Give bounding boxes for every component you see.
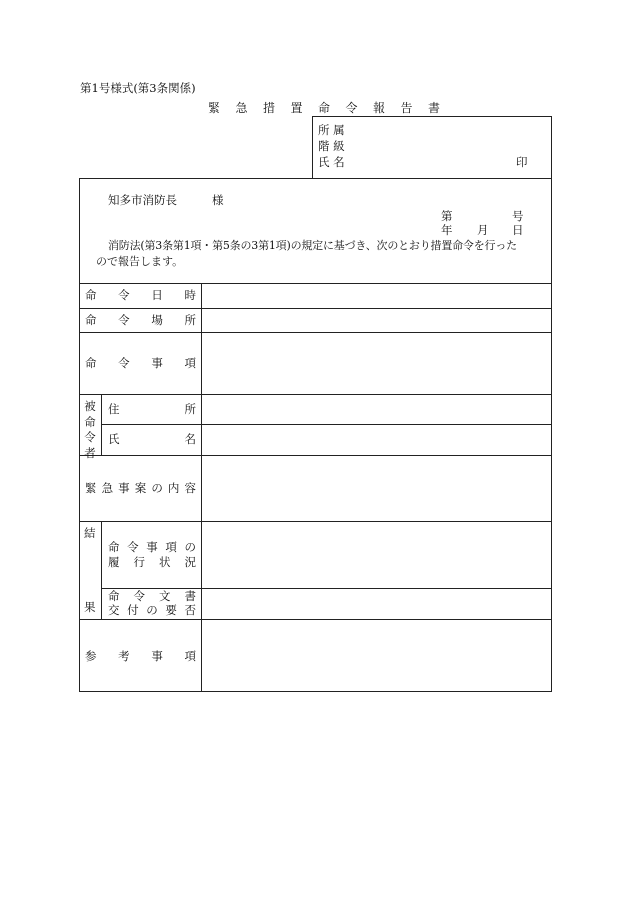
- recipient-name-label: 氏 名: [108, 432, 196, 446]
- recipient-address-label: 住 所: [108, 402, 196, 416]
- document-field[interactable]: [202, 589, 551, 619]
- date-year: 年: [441, 223, 453, 237]
- affiliation-label: 所 属: [318, 123, 345, 137]
- order-datetime-label: 命 令 日 時: [85, 288, 196, 302]
- name-label: 氏 名: [318, 155, 345, 169]
- reporter-box-top: [312, 116, 552, 117]
- number-suffix: 号: [512, 209, 524, 223]
- reporter-box-left: [312, 116, 313, 178]
- result-divider: [101, 521, 102, 619]
- rank-label: 階 級: [318, 139, 345, 153]
- table-left-border: [79, 178, 80, 692]
- number-prefix: 第: [441, 209, 453, 223]
- form-number: 第1号様式(第3条関係): [80, 81, 196, 95]
- order-matter-label: 命 令 事 項: [85, 356, 196, 370]
- reference-field[interactable]: [202, 620, 551, 691]
- recipient-address-field[interactable]: [202, 395, 551, 424]
- order-place-field[interactable]: [202, 309, 551, 332]
- recipient-name-field[interactable]: [202, 425, 551, 455]
- fulfillment-label-line1: 命 令 事 項 の: [108, 540, 196, 554]
- addressee: 知多市消防長: [108, 193, 177, 207]
- emergency-content-label: 緊 急 事 案 の 内 容: [85, 481, 196, 495]
- order-matter-field[interactable]: [202, 333, 551, 394]
- fulfillment-label-line2: 履 行 状 況: [108, 555, 196, 569]
- emergency-content-field[interactable]: [202, 456, 551, 521]
- order-place-label: 命 令 場 所: [85, 313, 196, 327]
- table-right-border: [551, 116, 552, 692]
- document-label-line1: 命 令 文 書: [108, 589, 196, 603]
- seal-label: 印: [516, 155, 528, 169]
- date-month: 月: [477, 223, 489, 237]
- page-title: 緊急措置命令報告書: [208, 101, 456, 115]
- table-top-border: [79, 178, 552, 179]
- result-label-bottom: 果: [84, 600, 96, 614]
- fulfillment-field[interactable]: [202, 522, 551, 588]
- document-label-line2: 交 付 の 要 否: [108, 603, 196, 617]
- addressee-honorific: 様: [212, 193, 224, 207]
- recipient-label: 被 命 令 者: [84, 399, 96, 460]
- statement-line-2: ので報告します。: [96, 255, 184, 268]
- statement-line-1: 消防法(第3条第1項・第5条の3第1項)の規定に基づき、次のとおり措置命令を行った: [108, 239, 517, 252]
- result-label-top: 結: [84, 526, 96, 540]
- recipient-divider: [101, 394, 102, 455]
- date-day: 日: [512, 223, 524, 237]
- table-bottom-border: [79, 691, 552, 692]
- order-datetime-field[interactable]: [202, 284, 551, 308]
- reference-label: 参 考 事 項: [85, 649, 196, 663]
